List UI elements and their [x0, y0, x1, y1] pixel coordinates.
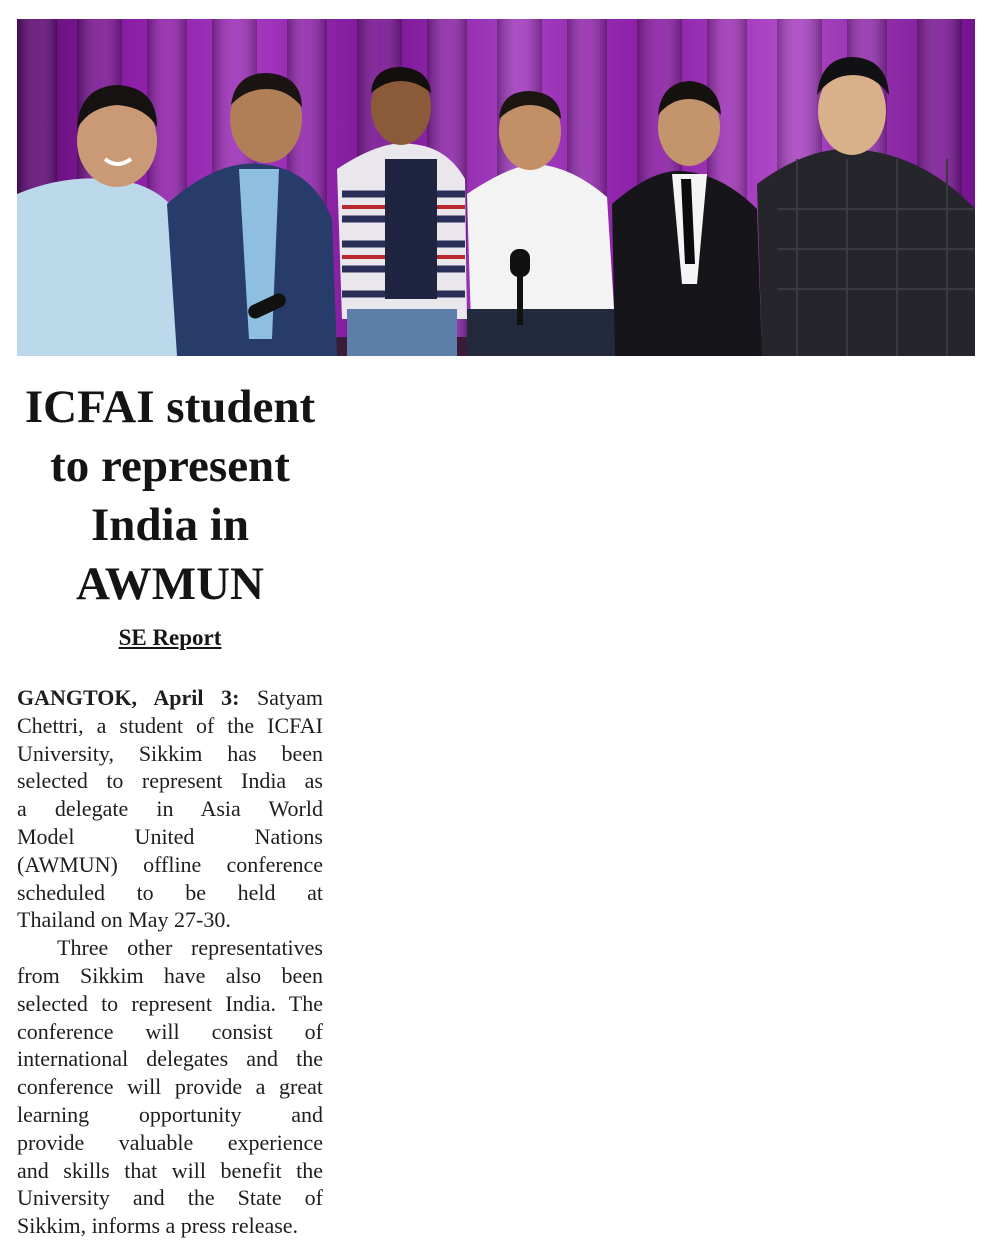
headline-line-3: India in	[90, 499, 250, 551]
body-line: Sikkim, informs a press release.	[17, 1213, 299, 1239]
body-line: selected to represent India. The	[17, 990, 323, 1016]
byline: SE Report	[118, 625, 222, 650]
group-photo-image	[17, 19, 975, 356]
body-line: conference will provide a great	[17, 1074, 323, 1100]
headline-line-2: to represent	[50, 440, 290, 492]
body-line: selected to represent India as	[17, 768, 323, 794]
body-line: learning opportunity and	[17, 1101, 323, 1127]
dateline: GANGTOK, April 3:	[17, 685, 240, 710]
body-line: provide valuable experience	[17, 1129, 323, 1155]
body-line: Chettri, a student of the ICFAI	[17, 712, 323, 738]
article-photo	[17, 19, 975, 356]
body-line: University and the State of	[17, 1185, 323, 1211]
body-line: Model United Nations	[17, 823, 323, 849]
body-line: a delegate in Asia World	[17, 796, 323, 822]
body-line: international delegates and the	[17, 1046, 323, 1072]
body-line: conference will consist of	[17, 1018, 323, 1044]
headline	[17, 378, 323, 614]
body-line: Thailand on May 27-30.	[17, 907, 231, 933]
body-line: (AWMUN) offline conference	[17, 851, 323, 877]
body-line	[17, 684, 323, 712]
body-line: and skills that will benefit the	[17, 1157, 323, 1183]
body-line: scheduled to be held at	[17, 879, 323, 905]
body-line: Three other representatives	[57, 935, 323, 961]
article-body	[17, 684, 323, 1240]
body-line: University, Sikkim has been	[17, 740, 323, 766]
body-line: from Sikkim have also been	[17, 962, 323, 988]
headline-line-4: AWMUN	[76, 558, 264, 610]
article	[17, 378, 323, 1240]
body-line-text: Satyam	[239, 685, 323, 710]
headline-line-1: ICFAI student	[24, 381, 316, 433]
